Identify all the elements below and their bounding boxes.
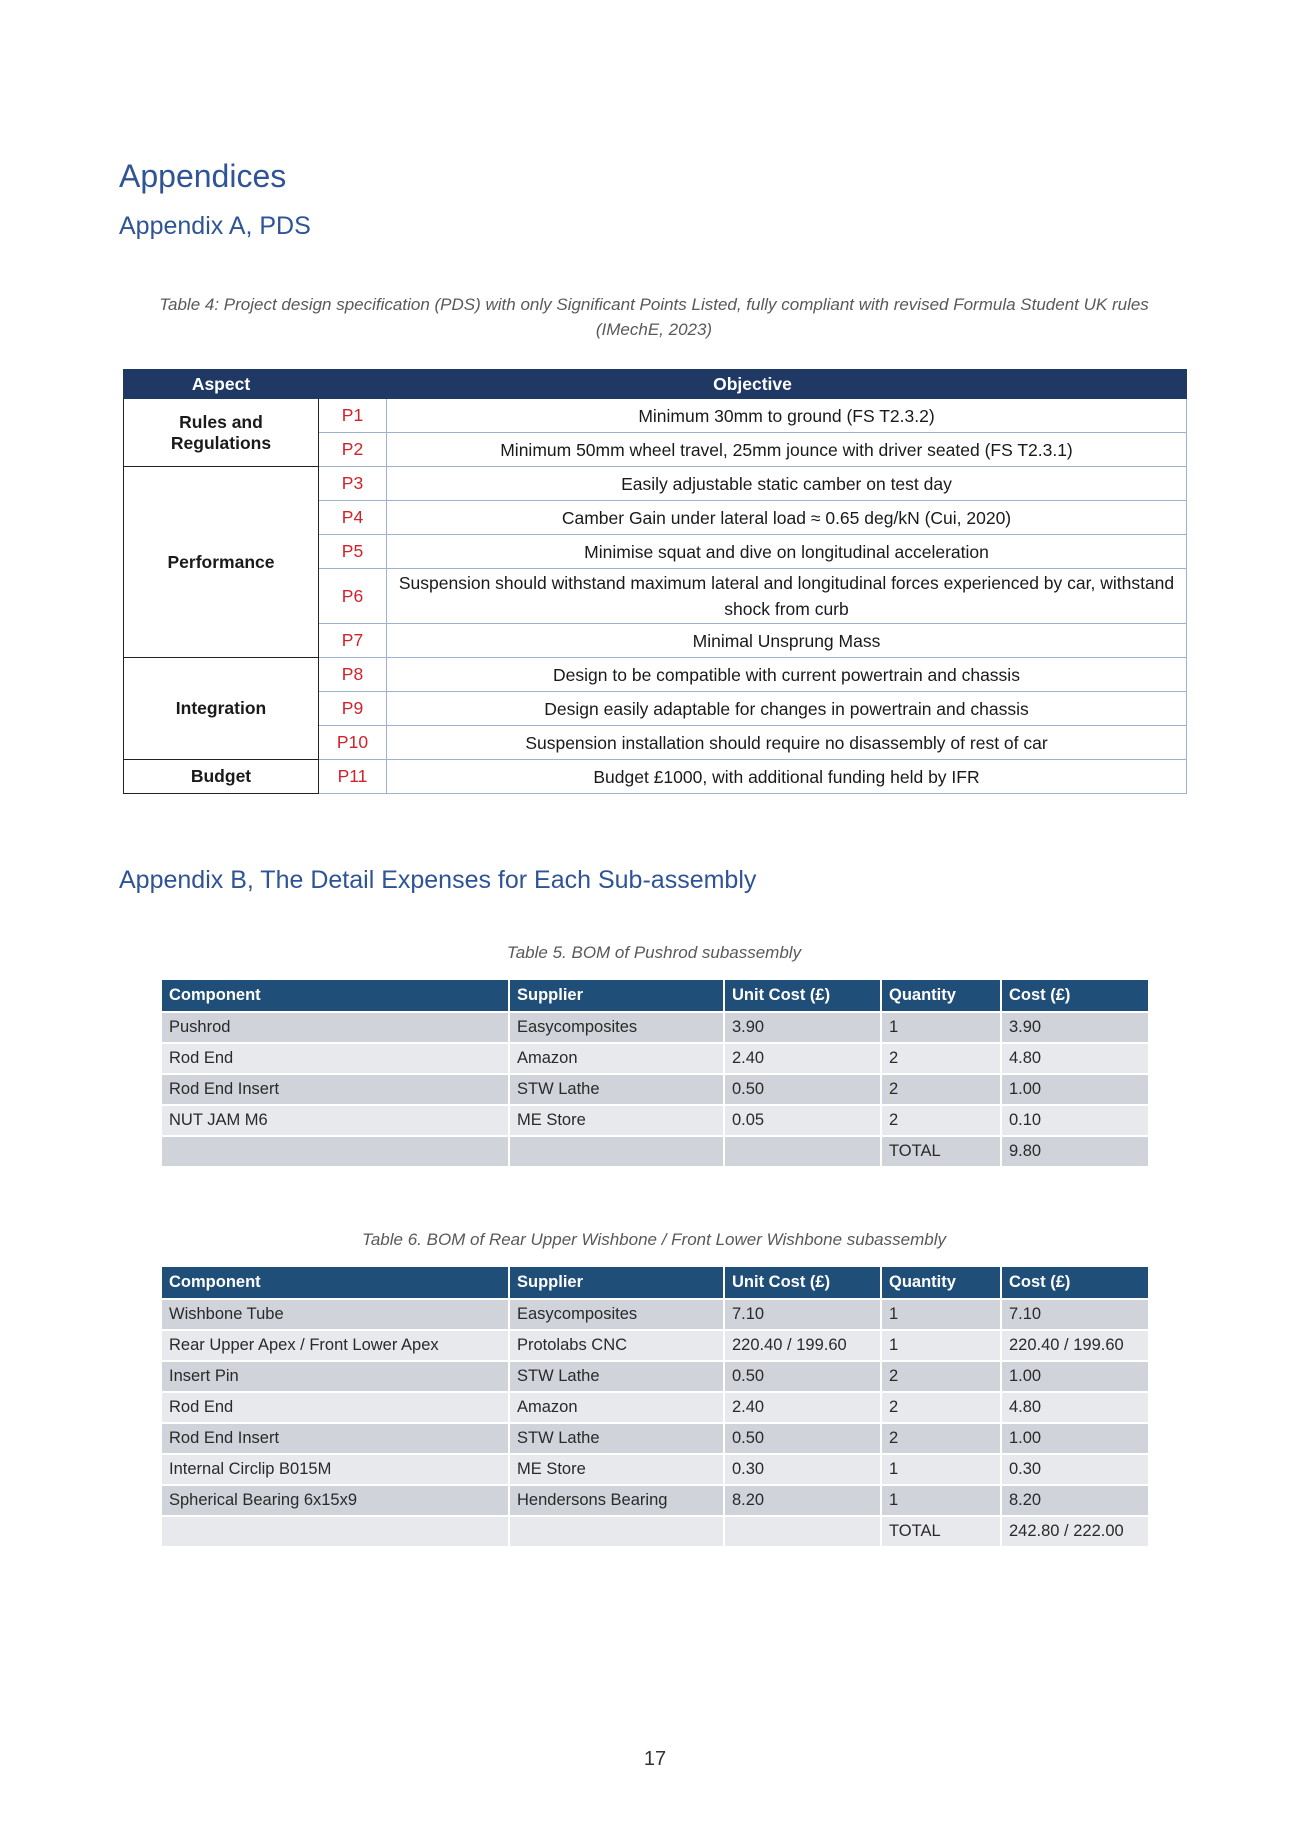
pds-header-objective: Objective	[319, 370, 1187, 399]
cell-component: NUT JAM M6	[162, 1106, 508, 1135]
cell-unit-cost	[725, 1517, 880, 1546]
spec-objective: Suspension should withstand maximum lateral and longitudinal forces experienced by car, withstand shock from curb	[387, 569, 1187, 624]
col-header-quantity: Quantity	[882, 1267, 1000, 1298]
col-header-component: Component	[162, 980, 508, 1011]
cell-cost: 0.30	[1002, 1455, 1148, 1484]
cell-cost: 8.20	[1002, 1486, 1148, 1515]
cell-supplier	[510, 1137, 723, 1166]
cell-cost: 3.90	[1002, 1013, 1148, 1042]
aspect-rules: Rules and Regulations	[124, 399, 319, 467]
col-header-supplier: Supplier	[510, 980, 723, 1011]
cell-cost: 1.00	[1002, 1362, 1148, 1391]
cell-unit-cost: 0.50	[725, 1075, 880, 1104]
cell-component: Rear Upper Apex / Front Lower Apex	[162, 1331, 508, 1360]
cell-cost: 1.00	[1002, 1424, 1148, 1453]
cell-supplier: Amazon	[510, 1044, 723, 1073]
table-row	[162, 1455, 1148, 1484]
cell-cost: 4.80	[1002, 1393, 1148, 1422]
cell-component: Rod End Insert	[162, 1075, 508, 1104]
spec-id: P3	[319, 467, 387, 501]
section-title-appendices: Appendices	[119, 158, 287, 194]
cell-quantity: 2	[882, 1393, 1000, 1422]
cell-supplier: ME Store	[510, 1106, 723, 1135]
page-number: 17	[643, 1748, 667, 1770]
cell-supplier: ME Store	[510, 1455, 723, 1484]
table4-caption	[119, 292, 1189, 342]
spec-objective: Minimum 30mm to ground (FS T2.3.2)	[387, 399, 1187, 433]
cell-quantity: 2	[882, 1075, 1000, 1104]
cell-unit-cost: 2.40	[725, 1044, 880, 1073]
total-row	[162, 1137, 1148, 1166]
cell-quantity: 2	[882, 1424, 1000, 1453]
cell-unit-cost: 0.30	[725, 1455, 880, 1484]
cell-supplier: Easycomposites	[510, 1300, 723, 1329]
pds-header-aspect: Aspect	[124, 370, 319, 399]
col-header-component: Component	[162, 1267, 508, 1298]
table-row	[162, 1486, 1148, 1515]
cell-quantity: 1	[882, 1300, 1000, 1329]
spec-id: P1	[319, 399, 387, 433]
spec-id: P7	[319, 624, 387, 658]
table5-caption: Table 5. BOM of Pushrod subassembly	[506, 943, 802, 962]
cell-total-cost: 242.80 / 222.00	[1002, 1517, 1148, 1546]
cell-component: Pushrod	[162, 1013, 508, 1042]
cell-cost: 0.10	[1002, 1106, 1148, 1135]
cell-cost: 7.10	[1002, 1300, 1148, 1329]
cell-quantity: 1	[882, 1486, 1000, 1515]
table-row	[162, 1013, 1148, 1042]
cell-component: Wishbone Tube	[162, 1300, 508, 1329]
spec-objective: Minimum 50mm wheel travel, 25mm jounce with driver seated (FS T2.3.1)	[387, 433, 1187, 467]
cell-supplier: STW Lathe	[510, 1424, 723, 1453]
pds-header-row	[124, 370, 1187, 399]
cell-unit-cost: 0.05	[725, 1106, 880, 1135]
aspect-performance: Performance	[124, 467, 319, 658]
col-header-unit-cost: Unit Cost (£)	[725, 1267, 880, 1298]
spec-id: P4	[319, 501, 387, 535]
table-row	[162, 1044, 1148, 1073]
cell-unit-cost: 0.50	[725, 1424, 880, 1453]
cell-cost: 220.40 / 199.60	[1002, 1331, 1148, 1360]
cell-total-cost: 9.80	[1002, 1137, 1148, 1166]
col-header-cost: Cost (£)	[1002, 980, 1148, 1011]
cell-unit-cost: 8.20	[725, 1486, 880, 1515]
pds-table	[123, 369, 1187, 794]
col-header-unit-cost: Unit Cost (£)	[725, 980, 880, 1011]
cell-component: Insert Pin	[162, 1362, 508, 1391]
table4-caption-line1: Table 4: Project design specification (PDS) with only Significant Points Listed, fully compliant with revised Formula Student UK rules	[159, 295, 1149, 314]
pds-row	[124, 399, 1187, 433]
cell-component: Rod End Insert	[162, 1424, 508, 1453]
bom-header-row	[162, 980, 1148, 1011]
spec-objective: Minimal Unsprung Mass	[387, 624, 1187, 658]
cell-supplier: Amazon	[510, 1393, 723, 1422]
aspect-integration: Integration	[124, 658, 319, 760]
spec-id: P9	[319, 692, 387, 726]
spec-id: P5	[319, 535, 387, 569]
spec-id: P6	[319, 569, 387, 624]
cell-component: Internal Circlip B015M	[162, 1455, 508, 1484]
bom-header-row	[162, 1267, 1148, 1298]
cell-unit-cost: 3.90	[725, 1013, 880, 1042]
col-header-supplier: Supplier	[510, 1267, 723, 1298]
cell-unit-cost: 7.10	[725, 1300, 880, 1329]
pds-row	[124, 658, 1187, 692]
cell-supplier: STW Lathe	[510, 1075, 723, 1104]
total-row	[162, 1517, 1148, 1546]
table-row	[162, 1106, 1148, 1135]
spec-objective: Design to be compatible with current powertrain and chassis	[387, 658, 1187, 692]
table-row	[162, 1362, 1148, 1391]
cell-quantity: 2	[882, 1362, 1000, 1391]
spec-objective: Budget £1000, with additional funding held by IFR	[387, 760, 1187, 794]
cell-supplier: Easycomposites	[510, 1013, 723, 1042]
cell-unit-cost	[725, 1137, 880, 1166]
subsection-title-appendix-a: Appendix A, PDS	[119, 212, 311, 240]
cell-cost: 1.00	[1002, 1075, 1148, 1104]
cell-quantity: 2	[882, 1106, 1000, 1135]
cell-quantity: 1	[882, 1331, 1000, 1360]
cell-supplier: Protolabs CNC	[510, 1331, 723, 1360]
spec-objective: Suspension installation should require no disassembly of rest of car	[387, 726, 1187, 760]
cell-total-label: TOTAL	[882, 1517, 1000, 1546]
cell-component: Rod End	[162, 1393, 508, 1422]
cell-cost: 4.80	[1002, 1044, 1148, 1073]
cell-component: Spherical Bearing 6x15x9	[162, 1486, 508, 1515]
cell-component	[162, 1517, 508, 1546]
table-row	[162, 1393, 1148, 1422]
subsection-title-appendix-b: Appendix B, The Detail Expenses for Each Sub-assembly	[119, 866, 757, 894]
cell-unit-cost: 0.50	[725, 1362, 880, 1391]
spec-objective: Design easily adaptable for changes in powertrain and chassis	[387, 692, 1187, 726]
table-row	[162, 1075, 1148, 1104]
cell-unit-cost: 220.40 / 199.60	[725, 1331, 880, 1360]
col-header-cost: Cost (£)	[1002, 1267, 1148, 1298]
pds-row	[124, 467, 1187, 501]
table-row	[162, 1331, 1148, 1360]
bom-table-pushrod	[160, 978, 1150, 1168]
col-header-quantity: Quantity	[882, 980, 1000, 1011]
table4-caption-line2: (IMechE, 2023)	[595, 320, 713, 339]
cell-component: Rod End	[162, 1044, 508, 1073]
cell-quantity: 1	[882, 1455, 1000, 1484]
spec-objective: Easily adjustable static camber on test day	[387, 467, 1187, 501]
cell-supplier: Hendersons Bearing	[510, 1486, 723, 1515]
spec-objective: Minimise squat and dive on longitudinal acceleration	[387, 535, 1187, 569]
spec-objective: Camber Gain under lateral load ≈ 0.65 deg/kN (Cui, 2020)	[387, 501, 1187, 535]
pds-row	[124, 760, 1187, 794]
cell-unit-cost: 2.40	[725, 1393, 880, 1422]
cell-component	[162, 1137, 508, 1166]
cell-quantity: 2	[882, 1044, 1000, 1073]
cell-supplier: STW Lathe	[510, 1362, 723, 1391]
spec-id: P2	[319, 433, 387, 467]
spec-id: P8	[319, 658, 387, 692]
table6-caption: Table 6. BOM of Rear Upper Wishbone / Front Lower Wishbone subassembly	[362, 1230, 946, 1249]
table-row	[162, 1424, 1148, 1453]
spec-id: P11	[319, 760, 387, 794]
spec-id: P10	[319, 726, 387, 760]
cell-total-label: TOTAL	[882, 1137, 1000, 1166]
cell-quantity: 1	[882, 1013, 1000, 1042]
cell-supplier	[510, 1517, 723, 1546]
bom-table-wishbone	[160, 1265, 1150, 1548]
table-row	[162, 1300, 1148, 1329]
aspect-budget: Budget	[124, 760, 319, 794]
